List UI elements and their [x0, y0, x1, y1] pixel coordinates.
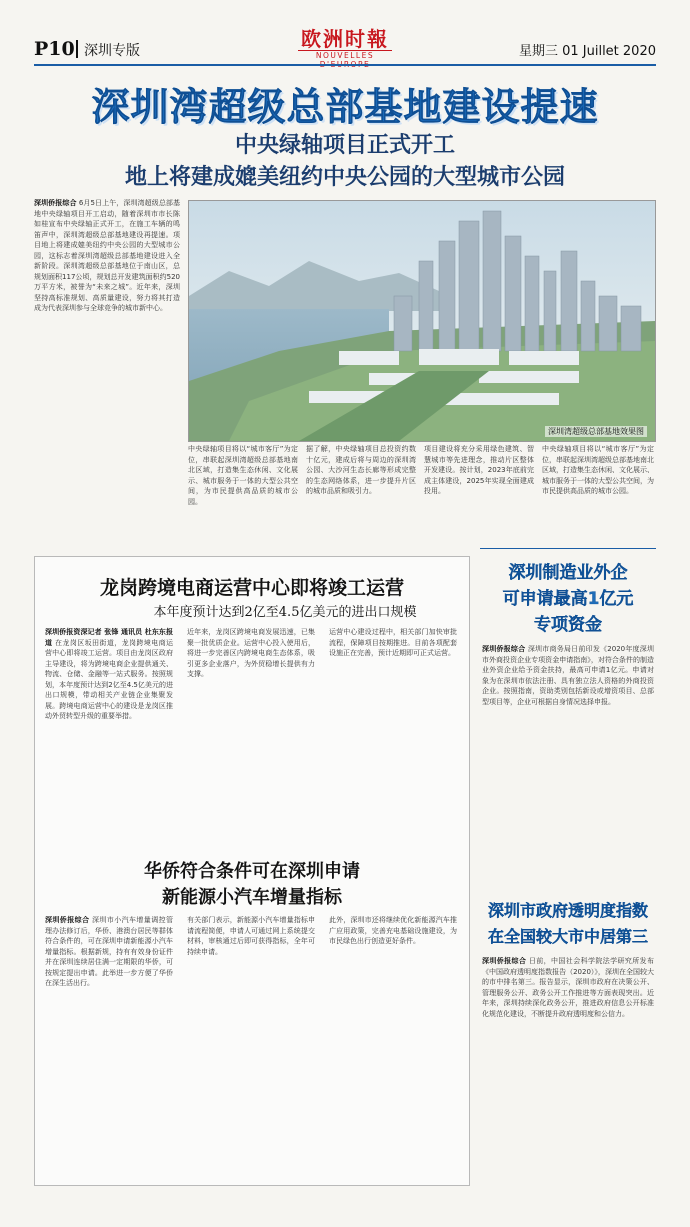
- article2-headline-1: 华侨符合条件可在深圳申请: [144, 861, 360, 882]
- article2-headline-2: 新能源小汽车增量指标: [162, 887, 342, 908]
- side1-headline-3: 专项资金: [534, 615, 602, 635]
- lead-col1-text: 6月5日上午，深圳湾超级总部基地中央绿轴项目开工启动，随着深圳市市长陈如桂宣布中央绿轴正式开工，在施工车辆的鸣笛声中，深圳湾超级总部基地建设再提速。项目地上将建成媲美纽约中央公园的大型城市公园，这标志着深圳湾超级总部基地建设进入全新阶段。深圳湾超级总部基地位于南山区，总规划面积117公顷，规划总开发建筑面积约520万平方米，被誉为“未来之城”。近年来，深圳坚持高标准规划、高质量建设，努力将其打造成为代表深圳参与全球竞争的城市新中心。: [34, 199, 180, 312]
- article1-headline: 龙岗跨境电商运营中心即将竣工运营: [99, 577, 404, 599]
- article1-column-1: [45, 627, 173, 857]
- lead-column-2: 中央绿轴项目将以“城市客厅”为定位，串联起深圳湾超级总部基地南北区域，打造集生态休闲、文化展示、城市服务于一体的大型公共空间，为市民提供高品质的城市公园。: [188, 445, 298, 506]
- article1-column-3: 运营中心建设过程中，相关部门加快审批流程，保障项目按期推进。目前各项配套设施正在完善，预计近期即可正式运营。: [329, 628, 457, 657]
- masthead-logo: [270, 28, 420, 69]
- lead-dateline: 深圳侨报综合: [34, 199, 77, 207]
- lead-column-4: 项目建设将充分采用绿色建筑、智慧城市等先进理念，推动片区整体开发建设。按计划，2023年底前完成主体建设，2025年实现全面建成投用。: [424, 445, 534, 495]
- lead-col5-text: 中央绿轴项目将以“城市客厅”为定位，串联起深圳湾超级总部基地南北区域，打造集生态休闲、文化展示、城市服务于一体的大型公共空间，为市民提供高品质的城市公园。: [542, 445, 654, 495]
- article1-dateline: 深圳侨报资深记者 张锋 通讯员 杜东东报道: [45, 628, 173, 647]
- side2-headline: [480, 898, 656, 950]
- side2-headline-1: 深圳市政府透明度指数: [487, 901, 648, 920]
- masthead-cn: 欧洲时報: [301, 27, 389, 51]
- side-divider: [480, 548, 656, 549]
- article1-subhead: 本年度预计达到2亿至4.5亿美元的进出口规模: [153, 605, 417, 620]
- lead-column-1: [34, 198, 180, 534]
- lead-subhead-2: 地上将建成媲美纽约中央公园的大型城市公园: [124, 164, 565, 190]
- side2-text: 日前，中国社会科学院法学研究所发布《中国政府透明度指数报告（2020）》，深圳在全国较大的市中排名第三。报告显示，深圳市政府在决策公开、管理服务公开、政务公开工作推进等方面表现突出。近年来，深圳持续深化政务公开，推进政府信息公开标准化规范化建设，不断提升政府透明度和公信力。: [482, 957, 654, 1018]
- lead-column-5: [542, 444, 654, 540]
- article2-column-3: 此外，深圳市还将继续优化新能源汽车推广应用政策，完善充电基础设施建设，为市民绿色出行创造更好条件。: [329, 916, 457, 945]
- header-divider: [76, 40, 78, 58]
- article2-col1-text: 深圳市小汽车增量调控管理办法修订后，华侨、港澳台居民等群体符合条件的，可在深圳申请新能源小汽车增量指标。根据新规，持有有效身份证件并在深圳连续居住满一定期限的华侨，可按规定提出申请。此举进一步方便了华侨在深生活出行。: [45, 916, 173, 987]
- photo-caption: 深圳湾超级总部基地效果图: [545, 426, 647, 437]
- side2-dateline: 深圳侨报综合: [482, 957, 527, 965]
- lead-column-3: 据了解，中央绿轴项目总投资约数十亿元，建成后将与周边的深圳湾公园、大沙河生态长廊等形成完整的生态网络体系，进一步提升片区的城市品质和吸引力。: [306, 445, 416, 495]
- lead-photo: [188, 200, 656, 442]
- edition-label: 深圳专版: [84, 43, 140, 59]
- side1-dateline: 深圳侨报综合: [482, 645, 526, 653]
- article2-dateline: 深圳侨报综合: [45, 916, 90, 924]
- side1-text: 深圳市商务局日前印发《2020年度深圳市外商投资企业专项资金申请指南》，对符合条件的制造业外资企业给予资金扶持，最高可申请1亿元。申请对象为在深圳市依法注册、具有独立法人资格的外商投资企业。按照指南，资助类别包括新设或增资项目、总部型项目等，企业可根据自身情况选择申报。: [482, 645, 654, 706]
- article2-column-1: [45, 915, 173, 1175]
- article1-column-2: 近年来，龙岗区跨境电商发展迅速，已集聚一批优质企业。运营中心投入使用后，将进一步完善区内跨境电商生态体系，吸引更多企业落户，为外贸稳增长提供有力支撑。: [187, 628, 315, 678]
- lead-subhead-1: 中央绿轴项目正式开工: [234, 132, 455, 158]
- side2-headline-2: 在全国较大市中居第三: [487, 927, 648, 946]
- side2-body: [482, 956, 654, 1184]
- article1-col1-text: 在龙岗区坂田街道，龙岗跨境电商运营中心即将竣工运营。项目由龙岗区政府主导建设，将为跨境电商企业提供通关、物流、仓储、金融等一站式服务。按照规划，本年度预计达到2亿至4.5亿美元的进出口规模，带动相关产业链企业集聚发展。跨境电商运营中心的建设是龙岗区推动外贸转型升级的重要举措。: [45, 638, 173, 720]
- side1-headline-2: 可申请最高1亿元: [502, 589, 634, 609]
- boxed-section: [34, 556, 470, 1186]
- page-number: P10: [34, 38, 75, 60]
- skyline-illustration: [189, 201, 655, 441]
- header-rule: [34, 64, 656, 66]
- side1-headline: [480, 560, 656, 638]
- lead-headline: 深圳湾超级总部基地建设提速: [91, 85, 599, 129]
- article2-column-2: 有关部门表示，新能源小汽车增量指标申请流程简便，申请人可通过网上系统提交材料，审核通过后即可获得指标，全年可持续申请。: [187, 916, 315, 956]
- side1-body: [482, 644, 654, 874]
- side1-headline-1: 深圳制造业外企: [508, 563, 628, 583]
- masthead-en: NOUVELLES: [298, 50, 392, 69]
- issue-date: 星期三 01 Juillet 2020: [518, 44, 656, 59]
